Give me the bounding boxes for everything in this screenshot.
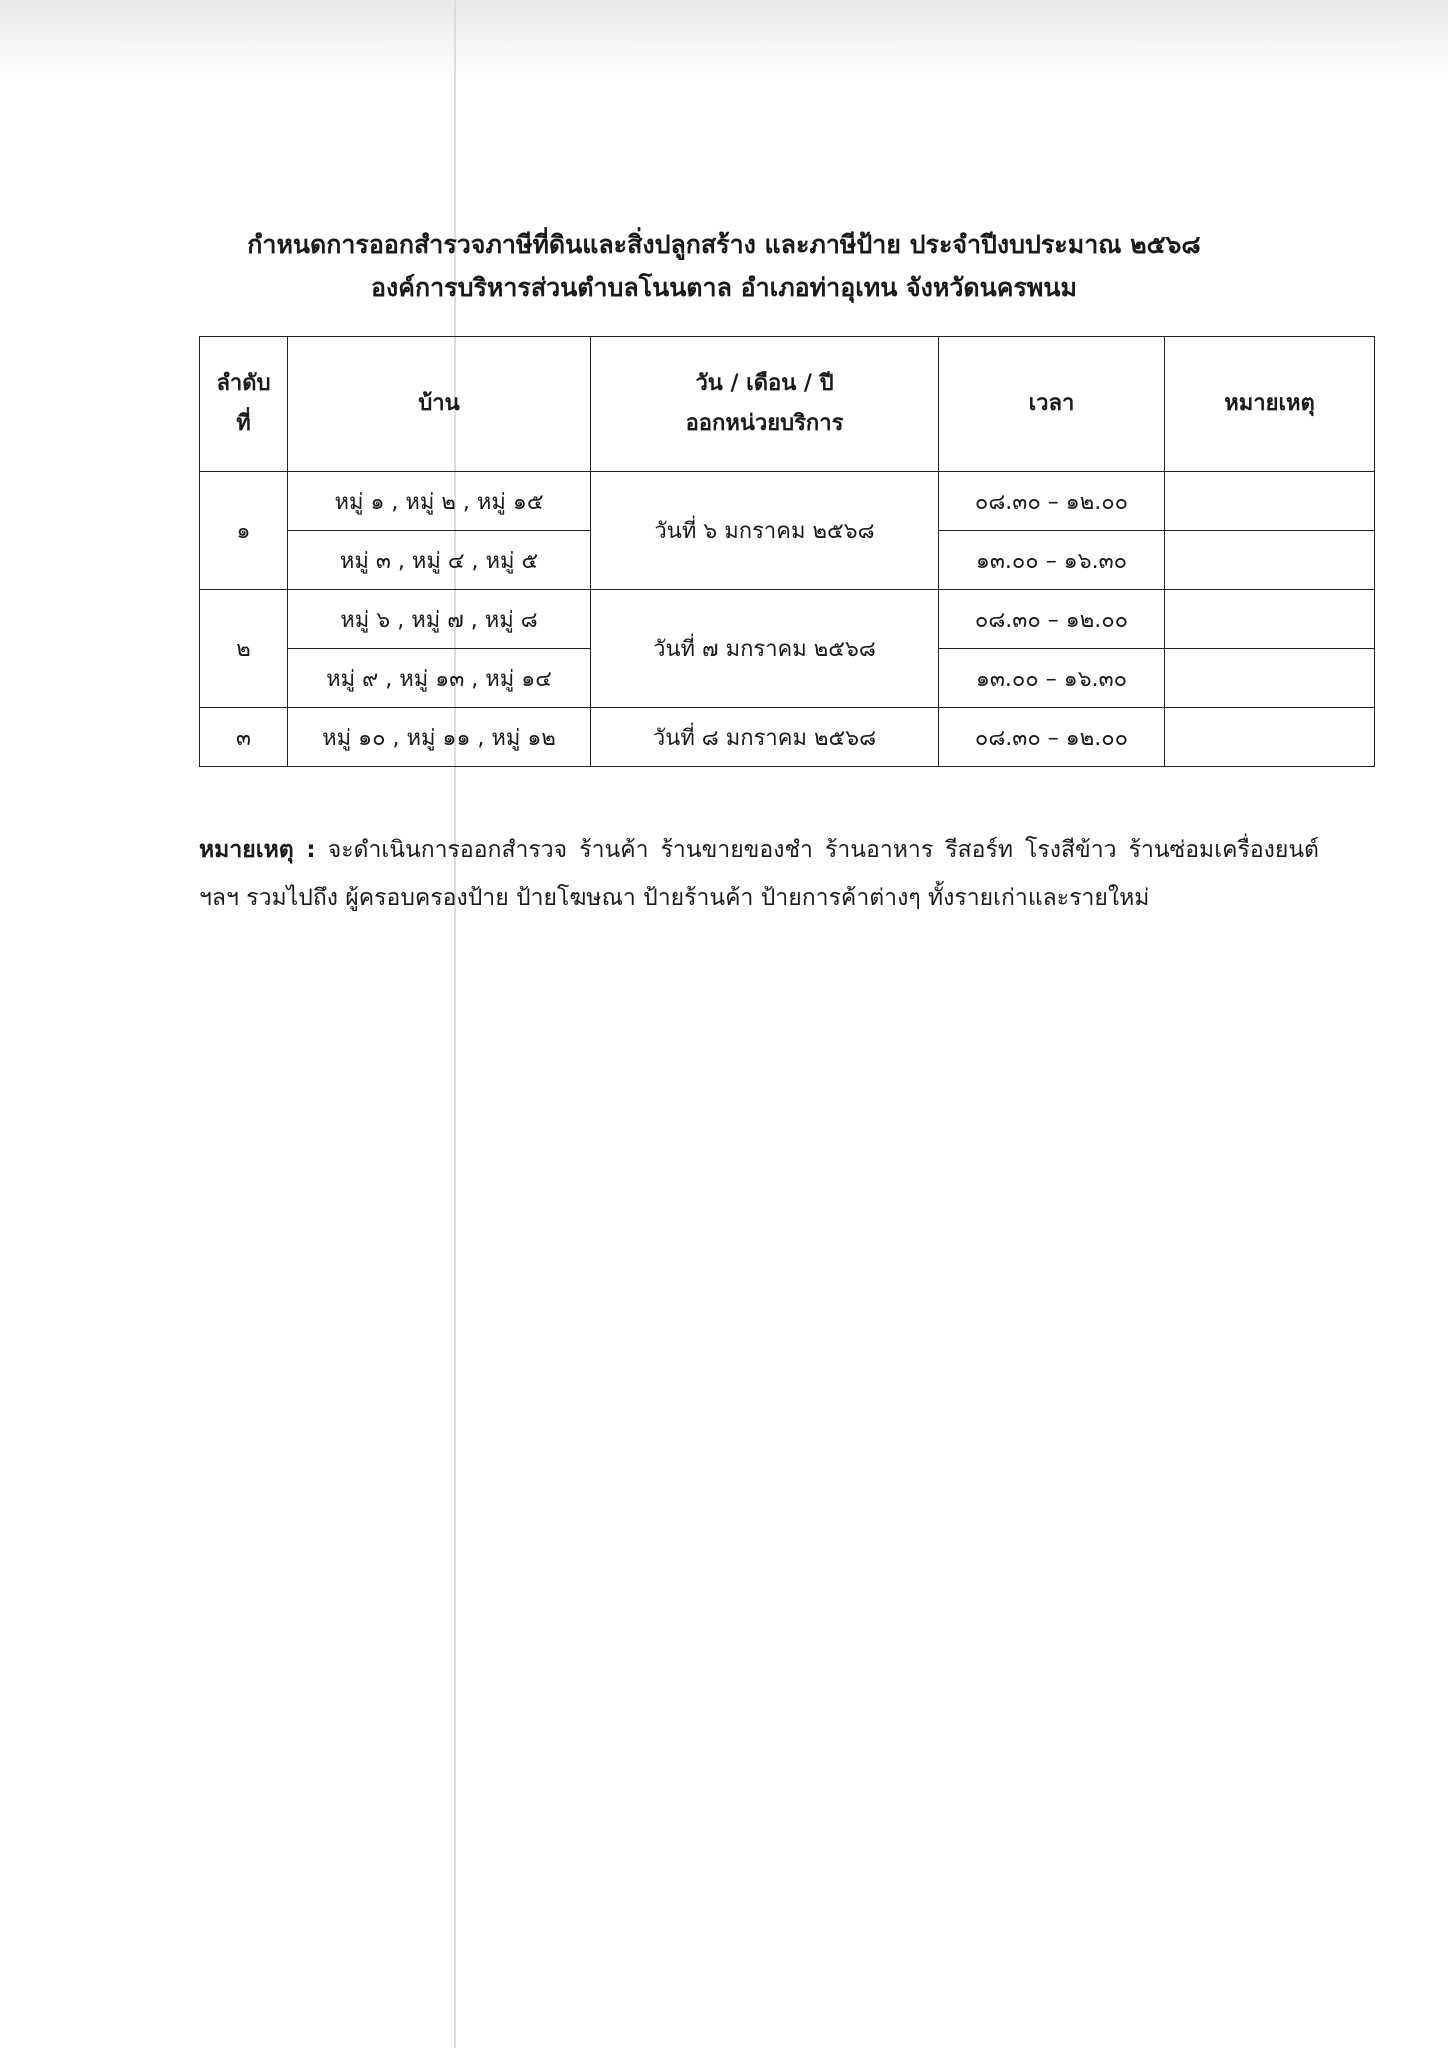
order-cell: ๓ [200, 708, 288, 767]
time-cell: ๑๓.๐๐ – ๑๖.๓๐ [939, 649, 1165, 708]
date-cell: วันที่ ๖ มกราคม ๒๕๖๘ [591, 472, 939, 590]
village-cell: หมู่ ๙ , หมู่ ๑๓ , หมู่ ๑๔ [288, 649, 591, 708]
remark-cell [1165, 649, 1375, 708]
time-cell: ๐๘.๓๐ – ๑๒.๐๐ [939, 708, 1165, 767]
document-title: กำหนดการออกสำรวจภาษีที่ดินและสิ่งปลูกสร้าง และภาษีป้าย ประจำปีงบประมาณ ๒๕๖๘ [247, 230, 1201, 259]
header-date-line2: ออกหน่วยบริการ [685, 411, 844, 436]
header-date [591, 337, 939, 472]
header-village: บ้าน [288, 337, 591, 472]
village-cell: หมู่ ๑๐ , หมู่ ๑๑ , หมู่ ๑๒ [288, 708, 591, 767]
time-cell: ๐๘.๓๐ – ๑๒.๐๐ [939, 590, 1165, 649]
village-cell: หมู่ ๑ , หมู่ ๒ , หมู่ ๑๕ [288, 472, 591, 531]
header-order-line1: ลำดับ [216, 371, 271, 396]
order-cell: ๒ [200, 590, 288, 708]
header-time: เวลา [939, 337, 1165, 472]
header-order-line2: ที่ [236, 411, 251, 436]
scan-shadow [0, 0, 1448, 80]
table-row [200, 472, 1375, 531]
header-order [200, 337, 288, 472]
remark-cell [1165, 590, 1375, 649]
table-row [200, 708, 1375, 767]
header-remark: หมายเหตุ [1165, 337, 1375, 472]
note-label: หมายเหตุ : [199, 837, 316, 863]
village-cell: หมู่ ๖ , หมู่ ๗ , หมู่ ๘ [288, 590, 591, 649]
schedule-table [199, 336, 1375, 767]
order-cell: ๑ [200, 472, 288, 590]
remark-cell [1165, 708, 1375, 767]
document-subtitle: องค์การบริหารส่วนตำบลโนนตาล อำเภอท่าอุเทน จังหวัดนครพนม [371, 273, 1077, 302]
remark-cell [1165, 472, 1375, 531]
time-cell: ๑๓.๐๐ – ๑๖.๓๐ [939, 531, 1165, 590]
table-header-row [200, 337, 1375, 472]
time-cell: ๐๘.๓๐ – ๑๒.๐๐ [939, 472, 1165, 531]
header-date-line1: วัน / เดือน / ปี [695, 371, 834, 396]
date-cell: วันที่ ๗ มกราคม ๒๕๖๘ [591, 590, 939, 708]
note-text: จะดำเนินการออกสำรวจ ร้านค้า ร้านขายของชำ ร้านอาหาร รีสอร์ท โรงสีข้าว ร้านซ่อมเครื่องยนต์ ฯลฯ รวมไปถึง ผู้ครอบครองป้าย ป้ายโฆษณา ป้ายร้านค้า ป้ายการค้าต่างๆ ทั้งรายเก่าและรายใหม่ [199, 837, 1319, 911]
date-cell: วันที่ ๘ มกราคม ๒๕๖๘ [591, 708, 939, 767]
table-row [200, 590, 1375, 649]
remark-cell [1165, 531, 1375, 590]
village-cell: หมู่ ๓ , หมู่ ๔ , หมู่ ๕ [288, 531, 591, 590]
remark-note [199, 826, 1319, 922]
